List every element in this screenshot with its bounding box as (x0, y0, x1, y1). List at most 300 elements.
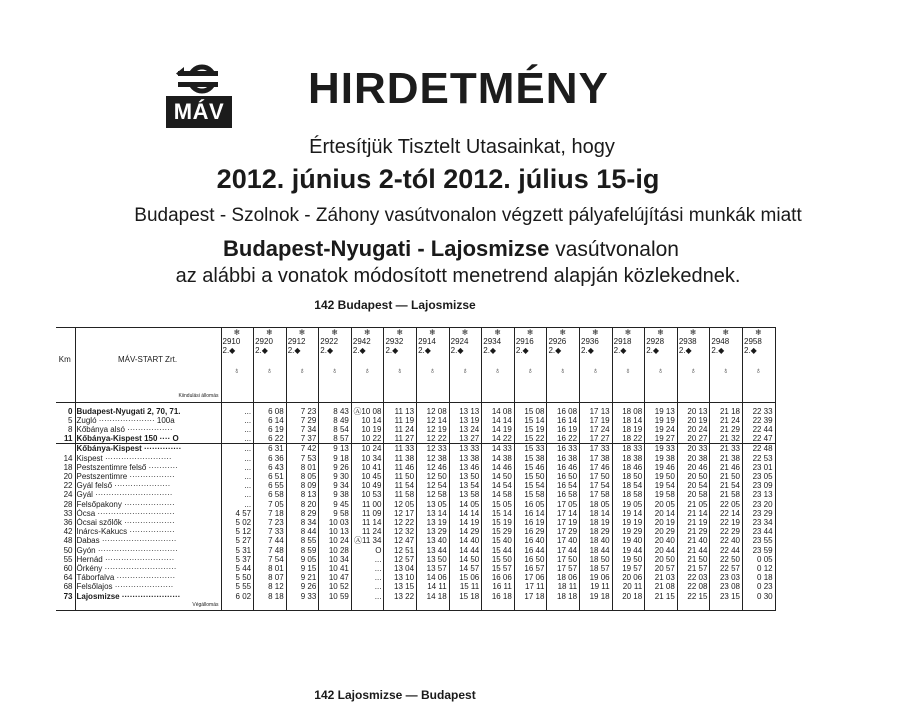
time-cell: 13 04 (384, 564, 417, 573)
time-cell: 7 42 (286, 444, 319, 454)
terminus-note-row (56, 601, 775, 611)
time-cell: 14 08 (482, 407, 515, 416)
time-cell: 7 37 (286, 434, 319, 444)
time-cell: 19 58 (645, 490, 678, 499)
table-row (56, 573, 775, 582)
table-row (56, 444, 775, 454)
time-cell: 15 44 (482, 546, 515, 555)
time-cell: 15 18 (449, 592, 482, 601)
train-number: 2920 (255, 337, 273, 347)
time-cell: 20 29 (645, 527, 678, 536)
snowflake-icon: ❄ (689, 328, 697, 337)
time-cell: 16 57 (514, 564, 547, 573)
train-class: 2.◆ (320, 346, 334, 356)
time-cell: 13 38 (449, 454, 482, 463)
empty-cell (286, 601, 319, 611)
table-row (56, 472, 775, 481)
time-cell: 13 15 (384, 582, 417, 591)
time-cell: 8 13 (286, 490, 319, 499)
time-cell: 17 54 (580, 481, 613, 490)
train-header (580, 328, 613, 393)
snowflake-icon: ❄ (754, 328, 762, 337)
time-cell: 14 22 (482, 434, 515, 444)
mav-logo-text: MÁV (166, 96, 232, 128)
bicycle-icon: ♁ (722, 365, 729, 375)
time-cell: 23 01 (743, 463, 776, 472)
time-cell: 15 33 (514, 444, 547, 454)
time-cell: 9 33 (286, 592, 319, 601)
time-cell: 20 44 (645, 546, 678, 555)
train-header (645, 328, 678, 393)
station-name: Örkény ··························· (75, 564, 221, 573)
time-cell: 13 27 (449, 434, 482, 444)
time-cell: 10 45 (351, 472, 384, 481)
time-cell: 20 57 (645, 564, 678, 573)
time-cell: 20 33 (677, 444, 710, 454)
time-cell: 10 41 (351, 463, 384, 472)
time-cell: 21 15 (645, 592, 678, 601)
train-class: 2.◆ (287, 346, 301, 356)
time-cell: 18 06 (547, 573, 580, 582)
table-row (56, 490, 775, 499)
time-cell: 20 11 (612, 582, 645, 591)
time-cell: 10 28 (319, 546, 352, 555)
time-cell: 15 57 (482, 564, 515, 573)
time-cell: 15 11 (449, 582, 482, 591)
time-cell: ... (221, 425, 254, 434)
time-cell: 14 46 (482, 463, 515, 472)
train-number: 2918 (613, 337, 632, 347)
time-cell: 23 13 (743, 490, 776, 499)
time-cell: 14 14 (482, 416, 515, 425)
time-cell: 16 58 (547, 490, 580, 499)
time-cell: 23 29 (743, 509, 776, 518)
time-cell: 21 40 (677, 536, 710, 545)
empty-cell (645, 601, 678, 611)
time-cell: 11 58 (384, 490, 417, 499)
time-cell: 17 11 (514, 582, 547, 591)
time-cell: 15 54 (514, 481, 547, 490)
time-cell: 15 29 (482, 527, 515, 536)
station-name: Kőbánya alsó ················· (75, 425, 221, 434)
time-cell: 14 33 (482, 444, 515, 454)
time-cell: 16 38 (547, 454, 580, 463)
time-cell: 16 08 (547, 407, 580, 416)
train-header (417, 328, 450, 393)
snowflake-icon: ❄ (559, 328, 567, 337)
km-cell: 50 (63, 545, 73, 555)
time-cell: 19 50 (645, 472, 678, 481)
snowflake-icon: ❄ (266, 328, 273, 337)
time-cell: 21 14 (677, 509, 710, 518)
time-cell: 7 33 (254, 527, 287, 536)
time-cell: 21 38 (710, 454, 743, 463)
time-cell: ... (221, 472, 254, 481)
table-row (56, 564, 775, 573)
station-name: Budapest-Nyugati 2, 70, 71. (75, 407, 221, 416)
train-class: 2.◆ (515, 346, 529, 356)
time-cell: 16 22 (547, 434, 580, 444)
time-cell: 20 50 (645, 555, 678, 564)
time-cell: 14 50 (482, 472, 515, 481)
km-cell: 18 (63, 462, 73, 472)
time-cell: 14 19 (449, 518, 482, 527)
time-cell: 13 44 (417, 546, 450, 555)
time-cell: 5 44 (221, 564, 254, 573)
time-cell: ... (351, 592, 384, 601)
train-number: 2932 (385, 337, 404, 347)
time-cell: 13 19 (417, 518, 450, 527)
empty-cell (449, 601, 482, 611)
time-cell: 21 32 (710, 434, 743, 444)
station-name: Kőbánya-Kispest ·············· (75, 444, 221, 454)
time-cell: 16 19 (547, 425, 580, 434)
time-cell: 15 50 (482, 555, 515, 564)
train-header (286, 328, 319, 393)
snowflake-icon: ❄ (363, 328, 371, 337)
time-cell: 20 14 (645, 509, 678, 518)
time-cell: 11 27 (384, 434, 417, 444)
time-cell: 18 19 (612, 425, 645, 434)
km-cell: 48 (63, 536, 73, 546)
time-cell: 8 54 (319, 425, 352, 434)
time-cell: 4 57 (221, 509, 254, 518)
time-cell: 10 24 (351, 444, 384, 454)
snowflake-icon: ❄ (298, 328, 306, 337)
time-cell: 15 22 (514, 434, 547, 444)
time-cell: 22 14 (710, 509, 743, 518)
train-class: 2.◆ (222, 346, 236, 356)
bicycle-icon: ♁ (624, 365, 631, 375)
time-cell: 17 24 (580, 425, 613, 434)
time-cell: 16 05 (514, 500, 547, 509)
time-cell: 12 14 (417, 416, 450, 425)
time-cell: 18 05 (580, 500, 613, 509)
time-cell: 11 00 (351, 500, 384, 509)
time-cell: 6 58 (254, 490, 287, 499)
station-name: Kispest ························· (75, 454, 221, 463)
time-cell: 12 38 (417, 454, 450, 463)
time-cell: 7 18 (254, 509, 287, 518)
empty-cell (743, 392, 776, 403)
train-header (254, 328, 287, 393)
time-cell: 18 29 (580, 527, 613, 536)
bicycle-icon: ♁ (559, 365, 566, 375)
time-cell: 16 06 (482, 573, 515, 582)
time-cell: 23 44 (743, 527, 776, 536)
time-cell: 9 26 (286, 582, 319, 591)
time-cell: 17 46 (580, 463, 613, 472)
time-cell: 20 50 (677, 472, 710, 481)
time-cell: 8 57 (319, 434, 352, 444)
time-cell: 18 46 (612, 463, 645, 472)
time-cell: 12 57 (384, 555, 417, 564)
km-cell: 36 (63, 517, 73, 527)
time-cell: 12 22 (417, 434, 450, 444)
time-cell: 15 05 (482, 500, 515, 509)
table-row (56, 555, 775, 564)
time-cell: 11 19 (384, 416, 417, 425)
route-suffix: vasútvonalon (549, 238, 679, 261)
time-cell: 20 24 (677, 425, 710, 434)
time-cell: 19 11 (580, 582, 613, 591)
table-row (56, 463, 775, 472)
time-cell: 14 57 (449, 564, 482, 573)
empty-cell (482, 392, 515, 403)
time-cell: 23 34 (743, 518, 776, 527)
empty-cell (710, 601, 743, 611)
station-name: Inárcs-Kakucs ················· (75, 527, 221, 536)
km-cell: 5 (68, 415, 73, 425)
bicycle-icon: ♁ (429, 365, 436, 375)
time-cell: 21 19 (677, 518, 710, 527)
time-cell: 19 50 (612, 555, 645, 564)
empty-cell (645, 392, 678, 403)
time-cell: 21 08 (645, 582, 678, 591)
time-cell: 20 27 (677, 434, 710, 444)
bicycle-icon: ♁ (690, 365, 697, 375)
time-cell: 10 41 (319, 564, 352, 573)
time-cell: 5 02 (221, 518, 254, 527)
time-cell: 13 46 (449, 463, 482, 472)
time-cell: 13 58 (449, 490, 482, 499)
time-cell: 13 19 (449, 416, 482, 425)
time-cell: 0 18 (743, 573, 776, 582)
time-cell: 12 33 (417, 444, 450, 454)
time-cell: 12 19 (417, 425, 450, 434)
km-cell: 68 (63, 582, 73, 592)
operator-header: MÁV-START Zrt. (75, 328, 221, 393)
time-cell: 10 19 (351, 425, 384, 434)
train-header (710, 328, 743, 393)
snowflake-icon: ❄ (233, 328, 241, 337)
time-cell: 19 18 (580, 592, 613, 601)
time-cell: 18 18 (547, 592, 580, 601)
time-cell: 9 13 (319, 444, 352, 454)
time-cell: 11 14 (351, 518, 384, 527)
km-cell: 42 (63, 527, 73, 537)
station-name: Gyón ······························ (75, 546, 221, 555)
time-cell: 12 08 (417, 407, 450, 416)
table-row (56, 509, 775, 518)
time-cell: 13 50 (417, 555, 450, 564)
time-cell: 23 09 (743, 481, 776, 490)
time-cell: 20 19 (645, 518, 678, 527)
bicycle-icon: ♁ (298, 365, 305, 375)
time-cell: 16 19 (514, 518, 547, 527)
empty-cell (482, 601, 515, 611)
time-cell: 19 40 (612, 536, 645, 545)
time-cell: 19 19 (612, 518, 645, 527)
reason-text: Budapest - Szolnok - Záhony vasútvonalon végzett pályafelújítási munkák miatt (134, 205, 802, 226)
time-cell: 14 11 (417, 582, 450, 591)
time-cell: 9 38 (319, 490, 352, 499)
time-cell: 14 06 (417, 573, 450, 582)
time-cell: 15 19 (482, 518, 515, 527)
time-cell: 13 50 (449, 472, 482, 481)
time-cell: 0 05 (743, 555, 776, 564)
time-cell: 17 19 (580, 416, 613, 425)
time-cell: 16 50 (514, 555, 547, 564)
table-row (56, 527, 775, 536)
time-cell: 20 38 (677, 454, 710, 463)
time-cell: 16 29 (514, 527, 547, 536)
train-class: 2.◆ (744, 346, 757, 356)
time-cell: 13 40 (417, 536, 450, 545)
bicycle-icon: ♁ (396, 365, 403, 375)
table-row (56, 454, 775, 463)
time-cell: 19 24 (645, 425, 678, 434)
time-cell: 18 57 (580, 564, 613, 573)
empty-cell (286, 392, 319, 403)
train-class: 2.◆ (418, 346, 431, 356)
time-cell: 21 03 (645, 573, 678, 582)
time-cell: 23 55 (743, 536, 776, 545)
time-cell: 6 55 (254, 481, 287, 490)
time-cell: 19 33 (645, 444, 678, 454)
time-cell: 10 34 (319, 555, 352, 564)
train-number: 2928 (646, 337, 665, 347)
time-cell: 17 57 (547, 564, 580, 573)
train-header (482, 328, 515, 393)
time-cell: 13 54 (449, 481, 482, 490)
time-cell: 21 33 (710, 444, 743, 454)
time-cell: 5 12 (221, 527, 254, 536)
time-cell: 5 50 (221, 573, 254, 582)
time-cell: 19 19 (645, 416, 678, 425)
table-row (56, 592, 775, 601)
time-cell: 21 46 (710, 463, 743, 472)
time-cell: 6 22 (254, 434, 287, 444)
time-cell: 14 19 (482, 425, 515, 434)
time-cell: 22 47 (743, 434, 776, 444)
km-header: Km (56, 328, 75, 393)
empty-cell (580, 601, 613, 611)
time-cell: 12 05 (384, 500, 417, 509)
time-cell: 10 49 (351, 481, 384, 490)
km-cell (56, 392, 75, 403)
time-cell: 17 13 (580, 407, 613, 416)
time-cell: 23 03 (710, 573, 743, 582)
time-cell: 0 12 (743, 564, 776, 573)
time-cell: 8 44 (286, 527, 319, 536)
train-number: 2916 (515, 337, 534, 347)
time-cell: 6 51 (254, 472, 287, 481)
empty-cell (254, 392, 287, 403)
station-name: Hernád ·························· (75, 555, 221, 564)
time-cell: 8 01 (286, 463, 319, 472)
time-cell: 18 22 (612, 434, 645, 444)
time-cell: 10 52 (319, 582, 352, 591)
note-cell: Végállomás (75, 601, 221, 611)
time-cell: 9 05 (286, 555, 319, 564)
km-cell: 20 (63, 471, 73, 481)
time-cell: 17 19 (547, 518, 580, 527)
km-cell: 55 (63, 554, 73, 564)
time-cell: 21 50 (677, 555, 710, 564)
time-cell: 16 44 (514, 546, 547, 555)
time-cell: 22 44 (743, 425, 776, 434)
time-cell: 6 08 (254, 407, 287, 416)
table-row (56, 546, 775, 555)
time-cell: 11 38 (384, 454, 417, 463)
time-cell: 12 17 (384, 509, 417, 518)
train-class: 2.◆ (613, 346, 627, 356)
time-cell: 19 38 (645, 454, 678, 463)
time-cell: 8 18 (254, 592, 287, 601)
time-cell: ... (351, 555, 384, 564)
time-cell: 18 33 (612, 444, 645, 454)
snowflake-icon: ❄ (591, 328, 599, 337)
time-cell: 17 18 (514, 592, 547, 601)
table-row (56, 434, 775, 444)
time-cell: 12 54 (417, 481, 450, 490)
time-cell: 19 46 (645, 463, 678, 472)
bicycle-icon: ♁ (592, 365, 599, 375)
time-cell: 7 54 (254, 555, 287, 564)
time-cell: 18 19 (580, 518, 613, 527)
snowflake-icon: ❄ (494, 328, 501, 337)
time-cell: 9 18 (319, 454, 352, 463)
time-cell: 7 29 (286, 416, 319, 425)
time-cell: 18 44 (580, 546, 613, 555)
time-cell: 16 54 (547, 481, 580, 490)
time-cell: 11 09 (351, 509, 384, 518)
bicycle-icon: ♁ (331, 365, 338, 375)
time-cell: 15 38 (514, 454, 547, 463)
time-cell: ... (221, 463, 254, 472)
time-cell: 16 40 (514, 536, 547, 545)
time-cell: 14 58 (482, 490, 515, 499)
train-number: 2948 (711, 337, 730, 347)
time-cell: 14 29 (449, 527, 482, 536)
time-cell: 17 38 (580, 454, 613, 463)
time-cell: 15 06 (449, 573, 482, 582)
time-cell: 16 18 (482, 592, 515, 601)
time-cell: 8 29 (286, 509, 319, 518)
time-cell: 21 50 (710, 472, 743, 481)
km-cell: 14 (63, 453, 73, 463)
time-cell: 19 13 (645, 407, 678, 416)
time-cell: 17 50 (547, 555, 580, 564)
mav-emblem-icon (174, 64, 224, 94)
time-cell: 16 33 (547, 444, 580, 454)
time-cell: ... (351, 573, 384, 582)
km-cell: 24 (63, 490, 73, 500)
time-cell: 20 13 (677, 407, 710, 416)
time-cell: 17 14 (547, 509, 580, 518)
time-cell: O (351, 546, 384, 555)
time-cell: 19 44 (612, 546, 645, 555)
time-cell: 19 05 (612, 500, 645, 509)
time-cell: 22 57 (710, 564, 743, 573)
train-header (547, 328, 580, 393)
train-number: 2936 (581, 337, 599, 347)
train-number: 2922 (320, 337, 339, 347)
time-cell: 15 46 (514, 463, 547, 472)
table-row (56, 481, 775, 490)
time-cell: 22 19 (710, 518, 743, 527)
time-cell: 22 50 (710, 555, 743, 564)
bicycle-icon: ♁ (527, 365, 534, 375)
snowflake-icon: ❄ (624, 328, 632, 337)
time-cell: 8 43 (319, 407, 352, 416)
time-cell: 20 06 (612, 573, 645, 582)
snowflake-icon: ❄ (396, 328, 404, 337)
time-cell: 5 31 (221, 546, 254, 555)
empty-cell (319, 392, 352, 403)
time-cell: 5 27 (221, 536, 254, 545)
